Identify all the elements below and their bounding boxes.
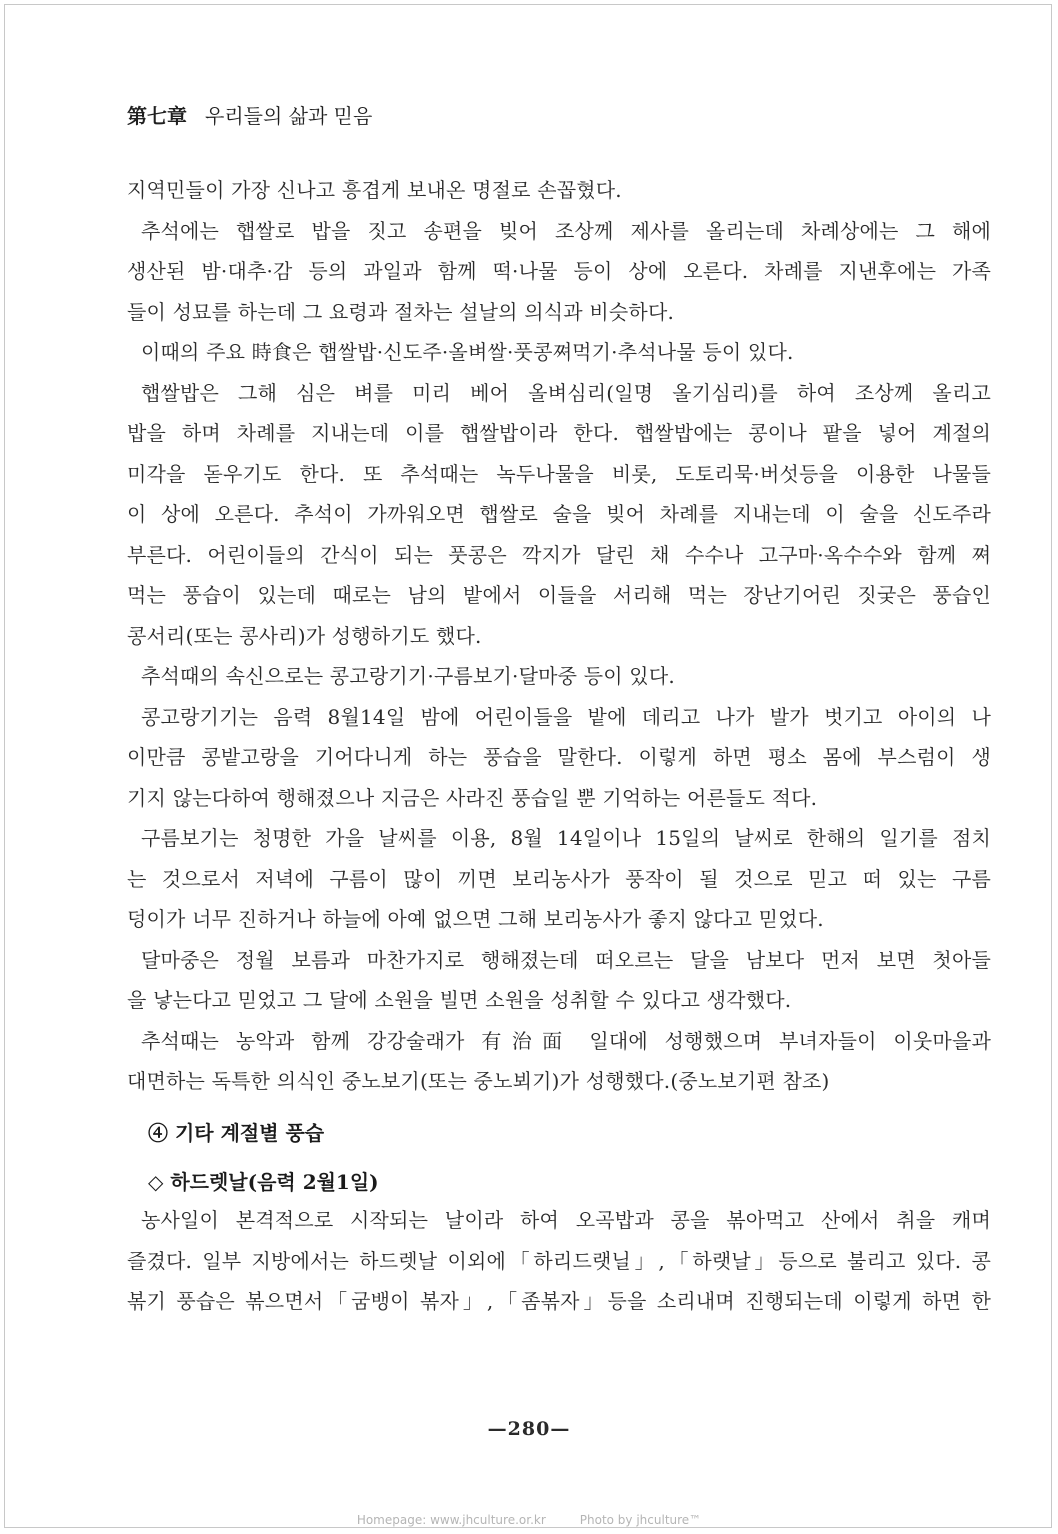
text-line: 이 상에 오른다. 추석이 가까워오면 햅쌀로 술을 빚어 차례를 지내는데 이 술을 신도주라: [127, 502, 991, 526]
chapter-number: 第七章: [127, 104, 187, 128]
section-body-text: [127, 1200, 991, 1322]
text-line: 먹는 풍습이 있는데 때로는 남의 밭에서 이들을 서리해 먹는 장난기어린 짓궂은 풍습인: [127, 583, 991, 607]
body-text: [127, 170, 991, 1102]
text-line: 을 낳는다고 믿었고 그 달에 소원을 빌면 소원을 성취할 수 있다고 생각했다.: [127, 988, 792, 1012]
text-line: 햅쌀밥은 그해 심은 벼를 미리 베어 올벼심리(일명 올기심리)를 하여 조상께 올리고: [141, 380, 991, 405]
homepage-link[interactable]: Homepage: www.jhculture.or.kr: [356, 1513, 546, 1527]
text-line: 즐겼다. 일부 지방에서는 하드렛날 이외에「하리드랫닐」,「하랫날」등으로 불리고 있다. 콩: [127, 1248, 991, 1273]
text-line: 구름보기는 청명한 가을 날씨를 이용, 8월 14일이나 15일의 날씨로 한해의 일기를 점치: [141, 826, 991, 850]
text-line: 기지 않는다하여 행해졌으나 지금은 사라진 풍습일 뿐 기억하는 어른들도 적다.: [127, 785, 818, 810]
text-line: 지역민들이 가장 신나고 흥겹게 보내온 명절로 손꼽혔다.: [127, 178, 622, 202]
photo-credit: Photo by jhculture™: [579, 1513, 702, 1527]
text-line: 밥을 하며 차례를 지내는데 이를 햅쌀밥이라 한다. 햅쌀밥에는 콩이나 팥을 넣어 계절의: [127, 421, 991, 445]
text-line: 달마중은 정월 보름과 마찬가지로 행해졌는데 떠오르는 달을 남보다 먼저 보면 첫아들: [141, 947, 991, 972]
text-line: 추석때의 속신으로는 콩고랑기기·구름보기·달마중 등이 있다.: [141, 664, 675, 688]
text-line: 이때의 주요 時食은 햅쌀밥·신도주·올벼쌀·풋콩쪄먹기·추석나물 등이 있다.: [141, 340, 794, 364]
section-subheading: ◇ 하드렛날(음력 2월1일): [148, 1170, 379, 1194]
section-heading: ④ 기타 계절별 풍습: [148, 1121, 325, 1145]
footer: [0, 1513, 1058, 1527]
text-line: 들이 성묘를 하는데 그 요령과 절차는 설날의 의식과 비슷하다.: [127, 299, 675, 324]
text-line: 미각을 돋우기도 한다. 또 추석때는 녹두나물을 비롯, 도토리묵·버섯등을 이용한 나물들: [127, 461, 991, 486]
text-line: 볶기 풍습은 볶으면서「굼뱅이 볶자」,「좀볶자」등을 소리내며 진행되는데 이렇게 하면 한: [127, 1289, 991, 1313]
text-line: 대면하는 독특한 의식인 중노보기(또는 중노뵈기)가 성행했다.(중노보기편 참조): [127, 1069, 830, 1093]
text-line: 콩서리(또는 콩사리)가 성행하기도 했다.: [127, 623, 482, 648]
text-line: 생산된 밤·대추·감 등의 과일과 함께 떡·나물 등이 상에 오른다. 차례를 지낸후에는 가족: [127, 259, 991, 283]
chapter-header: [127, 100, 372, 129]
text-line: 덩이가 너무 진하거나 하늘에 아예 없으면 그해 보리농사가 좋지 않다고 믿었다.: [127, 907, 824, 931]
page-number: —280—: [487, 1418, 571, 1440]
text-line: 추석때는 농악과 함께 강강술래가 有治面 일대에 성행했으며 부녀자들이 이웃마을과: [141, 1028, 991, 1053]
text-line: 농사일이 본격적으로 시작되는 날이라 하여 오곡밥과 콩을 볶아먹고 산에서 취을 캐며: [141, 1208, 991, 1232]
text-line: 추석에는 햅쌀로 밥을 짓고 송편을 빚어 조상께 제사를 올리는데 차례상에는 그 해에: [141, 218, 991, 243]
text-line: 부른다. 어린이들의 간식이 되는 풋콩은 깍지가 달린 채 수수나 고구마·옥수수와 함께 쪄: [127, 542, 991, 567]
text-line: 는 것으로서 저녁에 구름이 많이 끼면 보리농사가 풍작이 될 것으로 믿고 떠 있는 구름: [127, 866, 991, 891]
chapter-title: 우리들의 삶과 믿음: [205, 104, 373, 128]
text-line: 이만큼 콩밭고랑을 기어다니게 하는 풍습을 말한다. 이렇게 하면 평소 몸에 부스럼이 생: [127, 745, 991, 769]
text-line: 콩고랑기기는 음력 8월14일 밤에 어린이들을 밭에 데리고 나가 발가 벗기고 아이의 나: [141, 704, 991, 729]
